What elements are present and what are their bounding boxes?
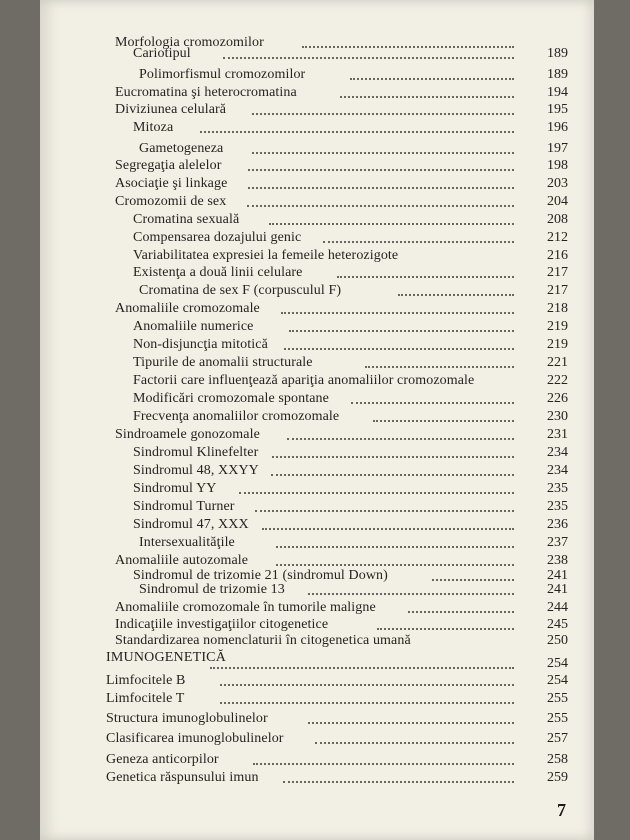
toc-page-number: 255 [547, 691, 568, 706]
toc-entry-anomaliile-numerice [40, 318, 594, 336]
toc-entry-label: Structura imunoglobulinelor [106, 711, 268, 726]
toc-entry-label: Cariotipul [133, 46, 191, 61]
dot-leader [289, 330, 514, 334]
dot-leader [272, 456, 514, 460]
toc-entry-label: Sindromul de trizomie 13 [139, 582, 285, 597]
toc-page-number: 203 [547, 176, 568, 191]
toc-page-number: 217 [547, 265, 568, 280]
toc-page-number: 259 [547, 770, 568, 785]
toc-entry-label: Variabilitatea expresiei la femeile heterozigote [133, 248, 399, 263]
toc-entry-label: Genetica răspunsului imun [106, 770, 259, 785]
toc-page-number: 196 [547, 120, 568, 135]
toc-entry-label: Eucromatina şi heterocromatina [115, 85, 297, 100]
toc-page-number: 216 [547, 248, 568, 263]
toc-page-number: 197 [547, 141, 568, 156]
toc-entry-intersexualitatile [40, 534, 594, 552]
toc-page-number: 244 [547, 600, 568, 615]
toc-page-number: 212 [547, 230, 568, 245]
toc-entry-standardizarea [40, 632, 594, 650]
toc-entry-label: Anomaliile numerice [133, 319, 254, 334]
dot-leader [247, 205, 514, 209]
toc-entry-yy [40, 480, 594, 498]
dot-leader [271, 474, 514, 478]
toc-entry-label: Asociaţie şi linkage [115, 176, 228, 191]
toc-entry-segregatia [40, 157, 594, 175]
toc-page-number: 217 [547, 283, 568, 298]
dot-leader [340, 96, 514, 100]
toc-entry-label: Sindroamele gonozomale [115, 427, 260, 442]
toc-entry-label: Compensarea dozajului genic [133, 230, 302, 245]
dot-leader [308, 722, 514, 726]
toc-entry-label: Limfocitele B [106, 673, 186, 688]
toc-entry-tipurile [40, 354, 594, 372]
toc-entry-eucromatina [40, 84, 594, 102]
toc-entry-label: Morfologia cromozomilor [115, 35, 264, 50]
toc-entry-label: Modificări cromozomale spontane [133, 391, 329, 406]
toc-entry-label: Cromatina de sex F (corpusculul F) [139, 283, 342, 298]
toc-page-number: 189 [547, 46, 568, 61]
toc-entry-tumorile-maligne [40, 599, 594, 617]
toc-page-number: 235 [547, 481, 568, 496]
toc-entry-klinefelter [40, 444, 594, 462]
book-page [40, 0, 594, 840]
toc-entry-label: Anomaliile cromozomale în tumorile maligne [115, 600, 376, 615]
toc-entry-geneza [40, 751, 594, 769]
toc-entry-label: Cromozomii de sex [115, 194, 227, 209]
toc-entry-asociatie [40, 175, 594, 193]
dot-leader [283, 781, 514, 785]
toc-entry-label: Sindromul Klinefelter [133, 445, 259, 460]
toc-page-number: 257 [547, 731, 568, 746]
toc-entry-label: Gametogeneza [139, 141, 224, 156]
toc-entry-gametogeneza [40, 140, 594, 158]
section-heading-imunogenetica: IMUNOGENETICĂ [106, 650, 227, 665]
toc-page-number: 189 [547, 67, 568, 82]
toc-entry-imunogenetica-page [40, 655, 594, 673]
toc-page-number: 237 [547, 535, 568, 550]
toc-entry-label: Intersexualităţile [139, 535, 235, 550]
toc-entry-anomaliile-cromozomale [40, 300, 594, 318]
dot-leader [337, 276, 514, 280]
dot-leader [253, 763, 514, 767]
dot-leader [252, 152, 514, 156]
toc-page-number: 245 [547, 617, 568, 632]
toc-page-number: 234 [547, 463, 568, 478]
dot-leader [284, 348, 514, 352]
dot-leader [255, 510, 514, 514]
dot-leader [223, 57, 514, 61]
dot-leader [351, 402, 514, 406]
toc-page-number: 221 [547, 355, 568, 370]
toc-page-number: 222 [547, 373, 568, 388]
toc-page-number: 194 [547, 85, 568, 100]
toc-entry-turner [40, 498, 594, 516]
toc-entry-cromozomii-de-sex [40, 193, 594, 211]
toc-entry-factorii [40, 372, 594, 390]
dot-leader [220, 684, 514, 688]
toc-entry-label: Frecvenţa anomaliilor cromozomale [133, 409, 340, 424]
dot-leader [210, 667, 514, 671]
toc-entry-frecventa [40, 408, 594, 426]
toc-entry-label: Sindromul 48, XXYY [133, 463, 259, 478]
toc-entry-variabilitatea [40, 247, 594, 265]
toc-entry-existenta [40, 264, 594, 282]
dot-leader [248, 187, 514, 191]
toc-page-number: 218 [547, 301, 568, 316]
dot-leader [373, 420, 514, 424]
toc-entry-genetica-raspunsului [40, 769, 594, 787]
toc-page-number: 219 [547, 319, 568, 334]
toc-page-number: 198 [547, 158, 568, 173]
toc-entry-trizomie-13 [40, 581, 594, 599]
toc-page-number: 255 [547, 711, 568, 726]
dot-leader [262, 528, 514, 532]
toc-entry-cromatina-f [40, 282, 594, 300]
toc-entry-48-xxyy [40, 462, 594, 480]
toc-page-number: 195 [547, 102, 568, 117]
dot-leader [398, 294, 514, 298]
dot-leader [239, 492, 514, 496]
toc-entry-label: Sindromul Turner [133, 499, 235, 514]
toc-entry-modificari [40, 390, 594, 408]
dot-leader [269, 223, 514, 227]
toc-entry-label: Sindromul YY [133, 481, 217, 496]
table-of-contents [40, 0, 594, 840]
toc-entry-label: Diviziunea celulară [115, 102, 227, 117]
toc-entry-label: Factorii care influenţează apariţia anomaliilor cromozomale [133, 373, 475, 388]
toc-entry-47-xxx [40, 516, 594, 534]
toc-page-number: 226 [547, 391, 568, 406]
toc-page-number: 235 [547, 499, 568, 514]
toc-entry-label: Tipurile de anomalii structurale [133, 355, 313, 370]
toc-entry-label: Existenţa a două linii celulare [133, 265, 303, 280]
toc-entry-label: Mitoza [133, 120, 174, 135]
toc-entry-label: Clasificarea imunoglobulinelor [106, 731, 284, 746]
toc-entry-label: Anomaliile cromozomale [115, 301, 260, 316]
toc-entry-label: Sindromul de trizomie 21 (sindromul Down) [133, 568, 388, 583]
toc-entry-label: Anomaliile autozomale [115, 553, 249, 568]
toc-entry-label: Standardizarea nomenclaturii în citogenetica umană [115, 633, 411, 648]
toc-entry-label: Cromatina sexuală [133, 212, 240, 227]
dot-leader [315, 742, 514, 746]
dot-leader [287, 438, 514, 442]
dot-leader [276, 546, 514, 550]
toc-entry-diviziunea [40, 101, 594, 119]
toc-entry-cariotipul [40, 45, 594, 63]
toc-entry-label: Non-disjuncţia mitotică [133, 337, 268, 352]
toc-page-number: 234 [547, 445, 568, 460]
page-number: 7 [557, 800, 566, 820]
dot-leader [252, 113, 514, 117]
toc-page-number: 236 [547, 517, 568, 532]
toc-entry-structura [40, 710, 594, 728]
toc-entry-compensarea [40, 229, 594, 247]
dot-leader [308, 593, 514, 597]
toc-entry-non-disjunctia [40, 336, 594, 354]
toc-page-number: 238 [547, 553, 568, 568]
toc-entry-limfocitele-b [40, 672, 594, 690]
toc-page-number: 219 [547, 337, 568, 352]
toc-page-number: 230 [547, 409, 568, 424]
toc-entry-cromatina-sexuala [40, 211, 594, 229]
toc-page-number: 231 [547, 427, 568, 442]
dot-leader [220, 702, 514, 706]
dot-leader [248, 169, 514, 173]
dot-leader [281, 312, 514, 316]
toc-page-number: 254 [547, 673, 568, 688]
toc-entry-sindroamele-gonozomale [40, 426, 594, 444]
toc-entry-label: Limfocitele T [106, 691, 185, 706]
toc-entry-label: Indicaţiile investigaţiilor citogenetice [115, 617, 329, 632]
toc-page-number: 250 [547, 633, 568, 648]
toc-entry-label: Geneza anticorpilor [106, 752, 219, 767]
dot-leader [408, 611, 514, 615]
toc-entry-label: Segregaţia alelelor [115, 158, 222, 173]
toc-entry-clasificarea [40, 730, 594, 748]
toc-page-number: 241 [547, 582, 568, 597]
toc-entry-polimorfismul [40, 66, 594, 84]
dot-leader [200, 131, 514, 135]
toc-page-number: 204 [547, 194, 568, 209]
toc-page-number: 258 [547, 752, 568, 767]
toc-entry-limfocitele-t [40, 690, 594, 708]
toc-page-number: 208 [547, 212, 568, 227]
dot-leader [323, 241, 514, 245]
toc-page-number: 254 [547, 656, 568, 671]
toc-entry-mitoza [40, 119, 594, 137]
toc-page-number: 241 [547, 568, 568, 583]
dot-leader [365, 366, 514, 370]
toc-entry-label: Sindromul 47, XXX [133, 517, 249, 532]
toc-entry-label: Polimorfismul cromozomilor [139, 67, 306, 82]
dot-leader [350, 78, 514, 82]
